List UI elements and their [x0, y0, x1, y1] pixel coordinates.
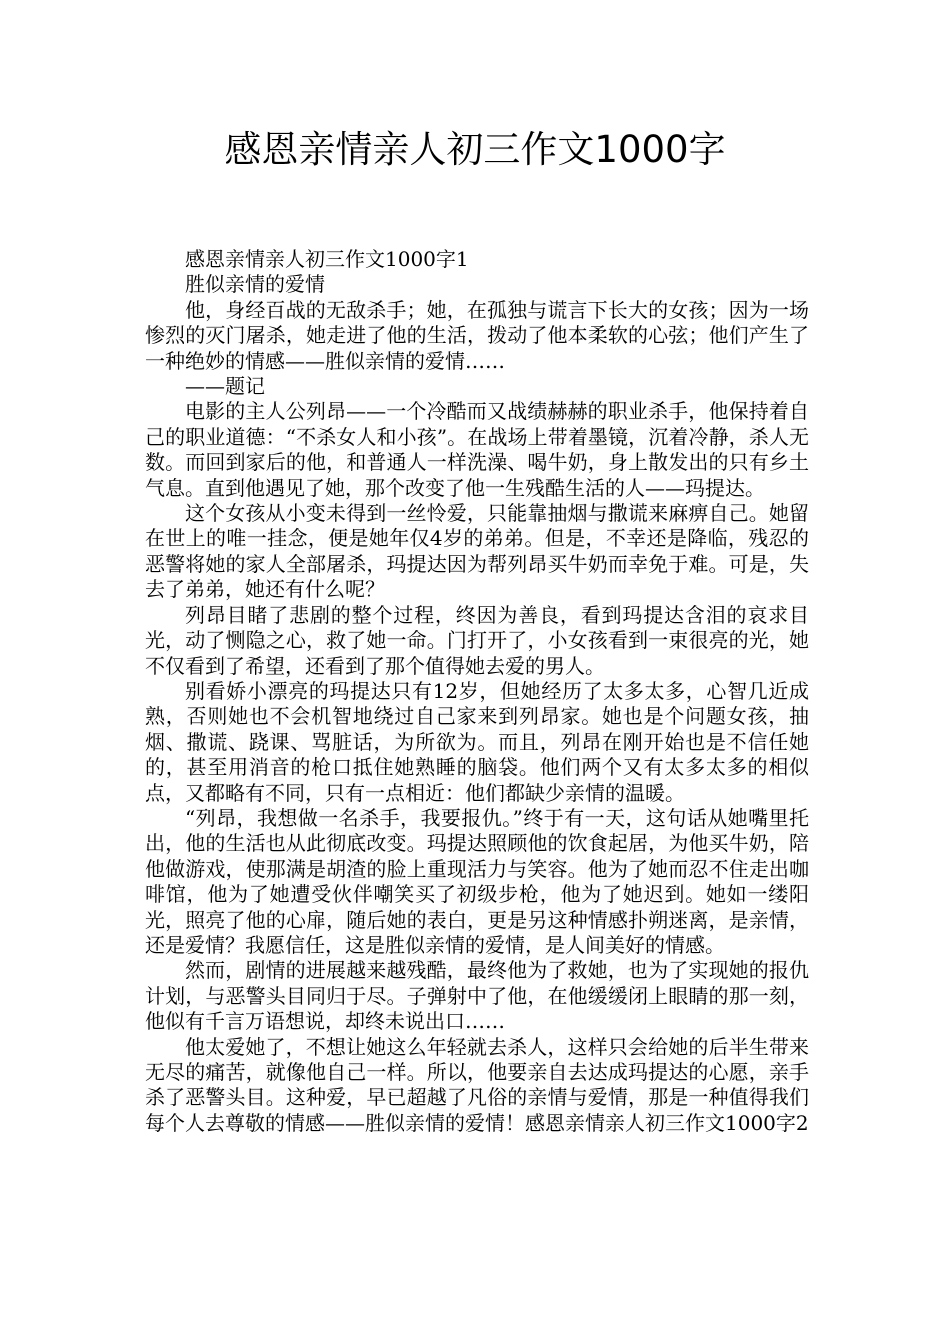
paragraph: 他，身经百战的无敌杀手；她，在孤独与谎言下长大的女孩；因为一场惨烈的灭门屠杀，她走进了他的生活，拨动了他本柔软的心弦；他们产生了一种绝妙的情感——胜似亲情的爱情……	[145, 297, 809, 373]
paragraph: 电影的主人公列昂——一个冷酷而又战绩赫赫的职业杀手，他保持着自己的职业道德：“不杀女人和小孩”。在战场上带着墨镜，沉着冷静，杀人无数。而回到家后的他，和普通人一样洗澡、喝牛奶，身上散发出的只有乡土气息。直到他遇见了她，那个改变了他一生残酷生活的人——玛提达。	[145, 399, 809, 500]
epigraph-note: ——题记	[185, 374, 265, 399]
essay-subtitle: 胜似亲情的爱情	[185, 272, 325, 297]
paragraph: 然而，剧情的进展越来越残酷，最终他为了救她，也为了实现她的报仇计划，与恶警头目同归于尽。子弹射中了他，在他缓缓闭上眼睛的那一刻，他似有千言万语想说，却终未说出口……	[145, 958, 809, 1034]
document-body	[145, 247, 809, 1136]
paragraph: 别看娇小漂亮的玛提达只有12岁，但她经历了太多太多，心智几近成熟，否则她也不会机智地绕过自己家来到列昂家。她也是个问题女孩，抽烟、撒谎、跷课、骂脏话，为所欲为。而且，列昂在刚开始也是不信任她的，甚至用消音的枪口抵住她熟睡的脑袋。他们两个又有太多太多的相似点，又都略有不同，只有一点相近：他们都缺少亲情的温暖。	[145, 678, 809, 805]
paragraph: 列昂目睹了悲剧的整个过程，终因为善良，看到玛提达含泪的哀求目光，动了恻隐之心，救了她一命。门打开了，小女孩看到一束很亮的光，她不仅看到了希望，还看到了那个值得她去爱的男人。	[145, 602, 809, 678]
section-heading: 感恩亲情亲人初三作文1000字1	[185, 247, 469, 271]
paragraph: 他太爱她了，不想让她这么年轻就去杀人，这样只会给她的后半生带来无尽的痛苦，就像他自己一样。所以，他要亲自去达成玛提达的心愿，亲手杀了恶警头目。这种爱，早已超越了凡俗的亲情与爱情，那是一种值得我们每个人去尊敬的情感——胜似亲情的爱情！感恩亲情亲人初三作文1000字2	[145, 1034, 809, 1135]
page-title: 感恩亲情亲人初三作文1000字	[224, 128, 726, 171]
paragraph: 这个女孩从小变未得到一丝怜爱，只能靠抽烟与撒谎来麻痹自己。她留在世上的唯一挂念，便是她年仅4岁的弟弟。但是，不幸还是降临，残忍的恶警将她的家人全部屠杀，玛提达因为帮列昂买牛奶而幸免于难。可是，失去了弟弟，她还有什么呢？	[145, 501, 809, 602]
paragraph: “列昂，我想做一名杀手，我要报仇。”终于有一天，这句话从她嘴里托出，他的生活也从此彻底改变。玛提达照顾他的饮食起居，为他买牛奶，陪他做游戏，使那满是胡渣的脸上重现活力与笑容。他为了她而忍不住走出咖啡馆，他为了她遭受伙伴嘲笑买了初级步枪，他为了她迟到。她如一缕阳光，照亮了他的心扉，随后她的表白，更是另这种情感扑朔迷离，是亲情，还是爱情？我愿信任，这是胜似亲情的爱情，是人间美好的情感。	[145, 805, 809, 957]
